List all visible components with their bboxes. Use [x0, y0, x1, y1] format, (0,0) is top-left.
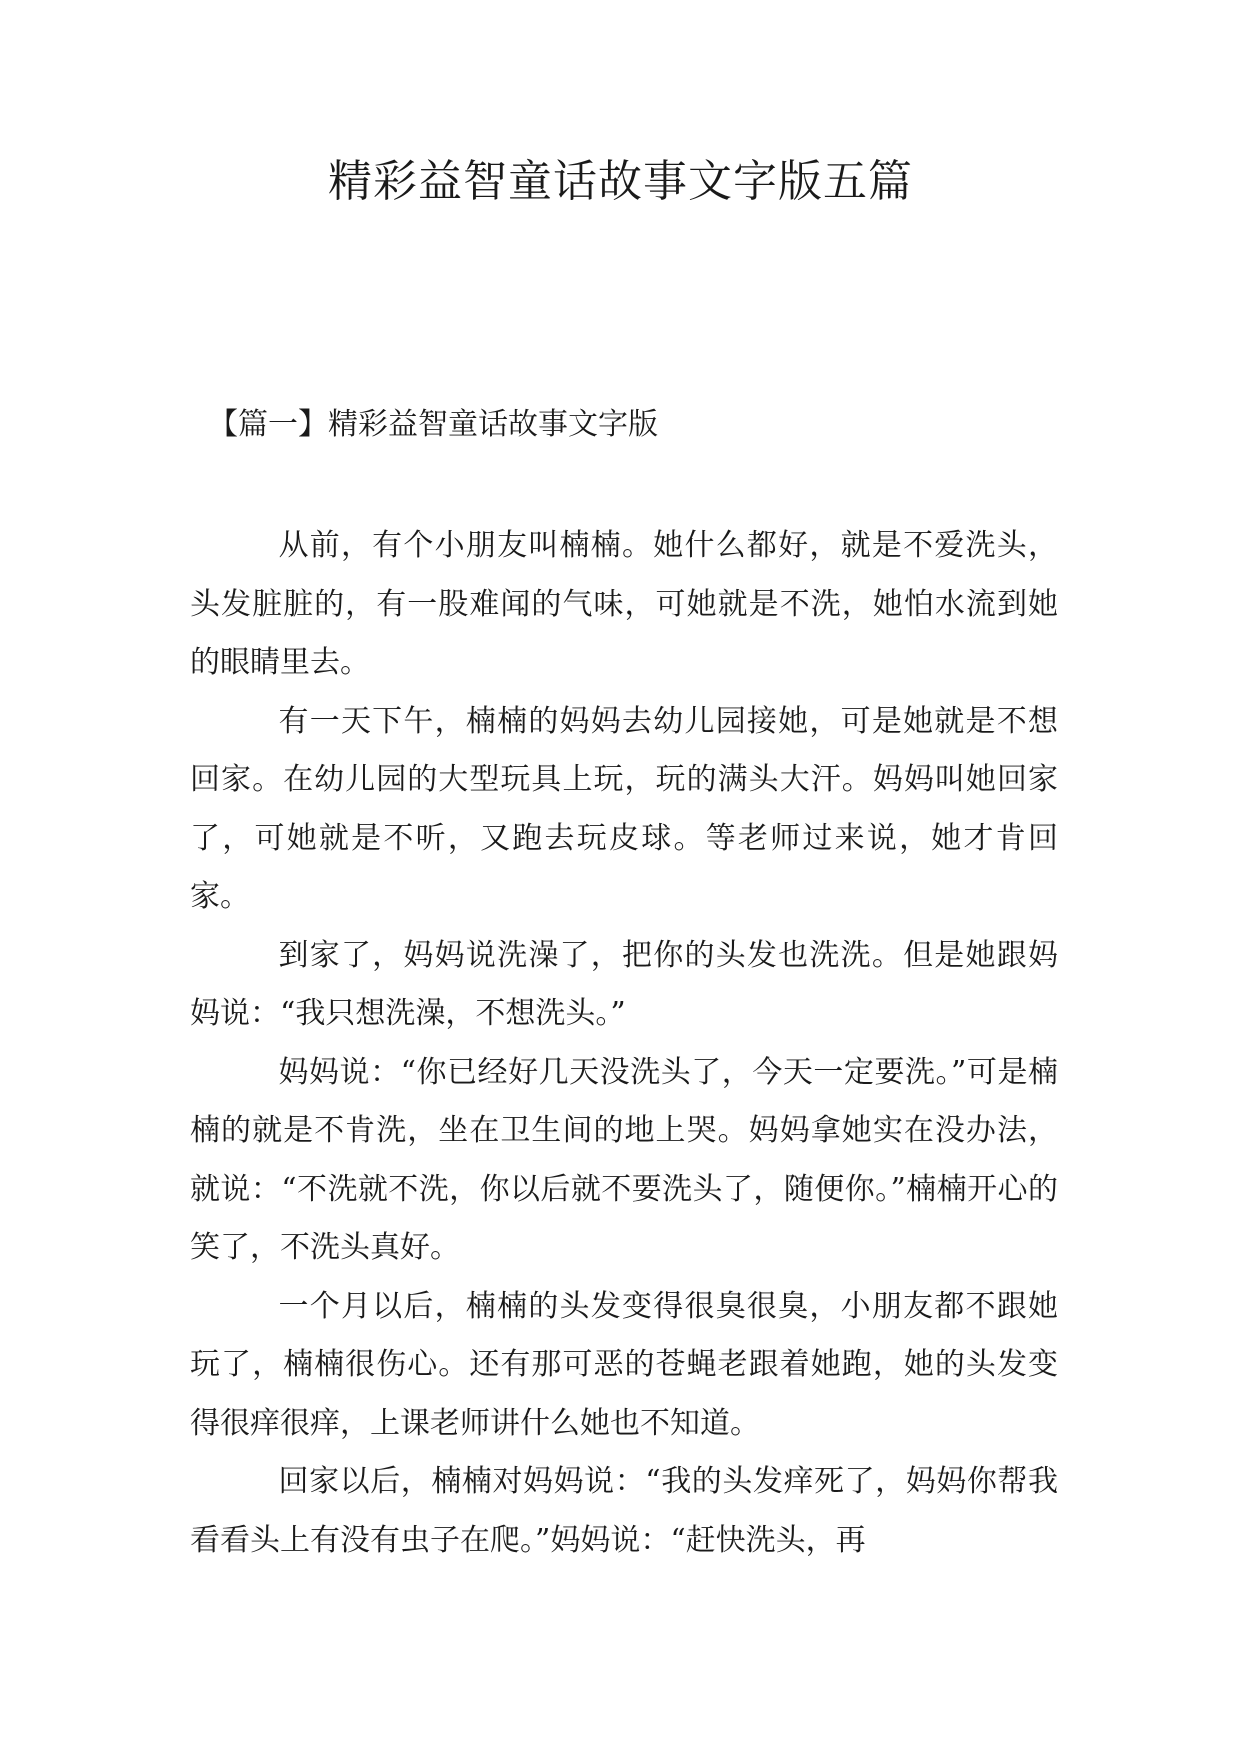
section-heading: 【篇一】精彩益智童话故事文字版	[208, 407, 658, 442]
paragraph: 一个月以后，楠楠的头发变得很臭很臭，小朋友都不跟她玩了，楠楠很伤心。还有那可恶的苍蝇老跟着她跑，她的头发变得很痒很痒，上课老师讲什么她也不知道。	[190, 1288, 1058, 1441]
document-title: 精彩益智童话故事文字版五篇	[328, 156, 913, 207]
story-body	[190, 517, 1058, 1570]
paragraph: 有一天下午，楠楠的妈妈去幼儿园接她，可是她就是不想回家。在幼儿园的大型玩具上玩，玩的满头大汗。妈妈叫她回家了，可她就是不听，又跑去玩皮球。等老师过来说，她才肯回家。	[190, 703, 1058, 914]
paragraph: 到家了，妈妈说洗澡了，把你的头发也洗洗。但是她跟妈妈说：“我只想洗澡，不想洗头。”	[190, 937, 1058, 1031]
paragraph: 从前，有个小朋友叫楠楠。她什么都好，就是不爱洗头，头发脏脏的，有一股难闻的气味，可她就是不洗，她怕水流到她的眼睛里去。	[190, 528, 1058, 680]
paragraph: 回家以后，楠楠对妈妈说：“我的头发痒死了，妈妈你帮我看看头上有没有虫子在爬。”妈妈说：“赶快洗头，再	[190, 1464, 1058, 1558]
paragraph: 妈妈说：“你已经好几天没洗头了，今天一定要洗。”可是楠楠的就是不肯洗，坐在卫生间的地上哭。妈妈拿她实在没办法，就说：“不洗就不洗，你以后就不要洗头了，随便你。”楠楠开心的笑了，不洗头真好。	[190, 1054, 1058, 1265]
